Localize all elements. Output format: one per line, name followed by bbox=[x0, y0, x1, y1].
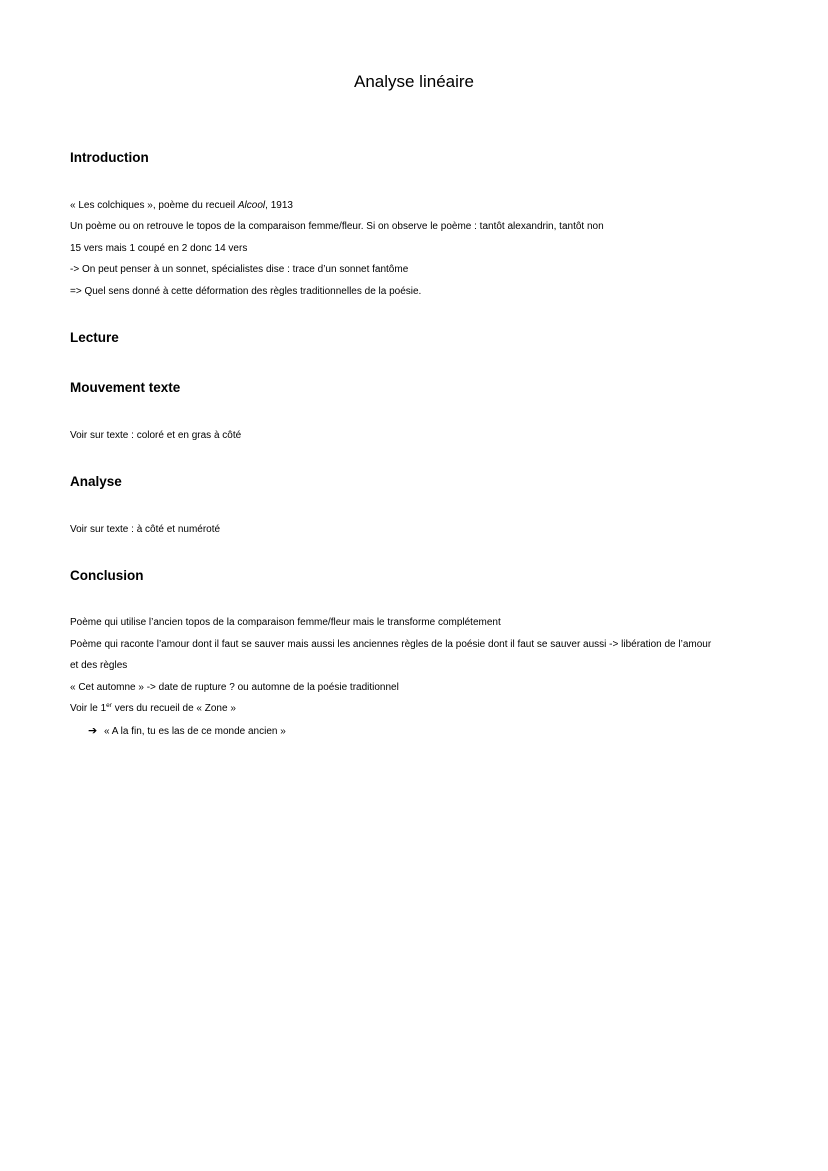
heading-analyse: Analyse bbox=[70, 474, 122, 489]
conclusion-line-1: Poème qui utilise l’ancien topos de la comparaison femme/fleur mais le transforme complétement bbox=[70, 617, 501, 628]
intro-line-5: => Quel sens donné à cette déformation des règles traditionnelles de la poésie. bbox=[70, 286, 422, 297]
heading-introduction: Introduction bbox=[70, 150, 149, 165]
conclusion-line-2: Poème qui raconte l’amour dont il faut se sauver mais aussi les anciennes règles de la poésie dont il faut se sauver aussi -> libération de l’amour bbox=[70, 639, 712, 650]
intro-line-1-pre: « Les colchiques », poème du recueil bbox=[70, 200, 238, 211]
conclusion-line-5 bbox=[70, 702, 236, 716]
conclusion-line-5-pre: Voir le 1 bbox=[70, 703, 107, 714]
intro-line-2: Un poème ou on retrouve le topos de la comparaison femme/fleur. Si on observe le poème : tantôt alexandrin, tantôt non bbox=[70, 221, 604, 232]
intro-line-4: -> On peut penser à un sonnet, spécialistes dise : trace d’un sonnet fantôme bbox=[70, 264, 409, 275]
conclusion-arrow-item bbox=[88, 724, 286, 739]
intro-line-1-italic: Alcool bbox=[237, 200, 266, 211]
arrow-right-icon: ➔ bbox=[88, 725, 98, 737]
mouvement-line-1: Voir sur texte : coloré et en gras à côté bbox=[70, 430, 242, 441]
conclusion-line-4: « Cet automne » -> date de rupture ? ou automne de la poésie traditionnel bbox=[70, 682, 399, 693]
heading-conclusion: Conclusion bbox=[70, 568, 144, 583]
conclusion-line-5-post: vers du recueil de « Zone » bbox=[111, 703, 236, 714]
document-title: Analyse linéaire bbox=[353, 72, 474, 91]
heading-mouvement-texte: Mouvement texte bbox=[70, 380, 181, 395]
conclusion-line-3: et des règles bbox=[70, 660, 128, 671]
intro-line-1 bbox=[70, 199, 293, 213]
conclusion-line-5-sup: er bbox=[106, 702, 112, 709]
analyse-line-1: Voir sur texte : à côté et numéroté bbox=[70, 524, 221, 535]
heading-lecture: Lecture bbox=[70, 330, 119, 345]
intro-line-3: 15 vers mais 1 coupé en 2 donc 14 vers bbox=[70, 243, 248, 254]
conclusion-quote: « A la fin, tu es las de ce monde ancien » bbox=[104, 726, 286, 737]
intro-line-1-post: , 1913 bbox=[265, 200, 293, 211]
